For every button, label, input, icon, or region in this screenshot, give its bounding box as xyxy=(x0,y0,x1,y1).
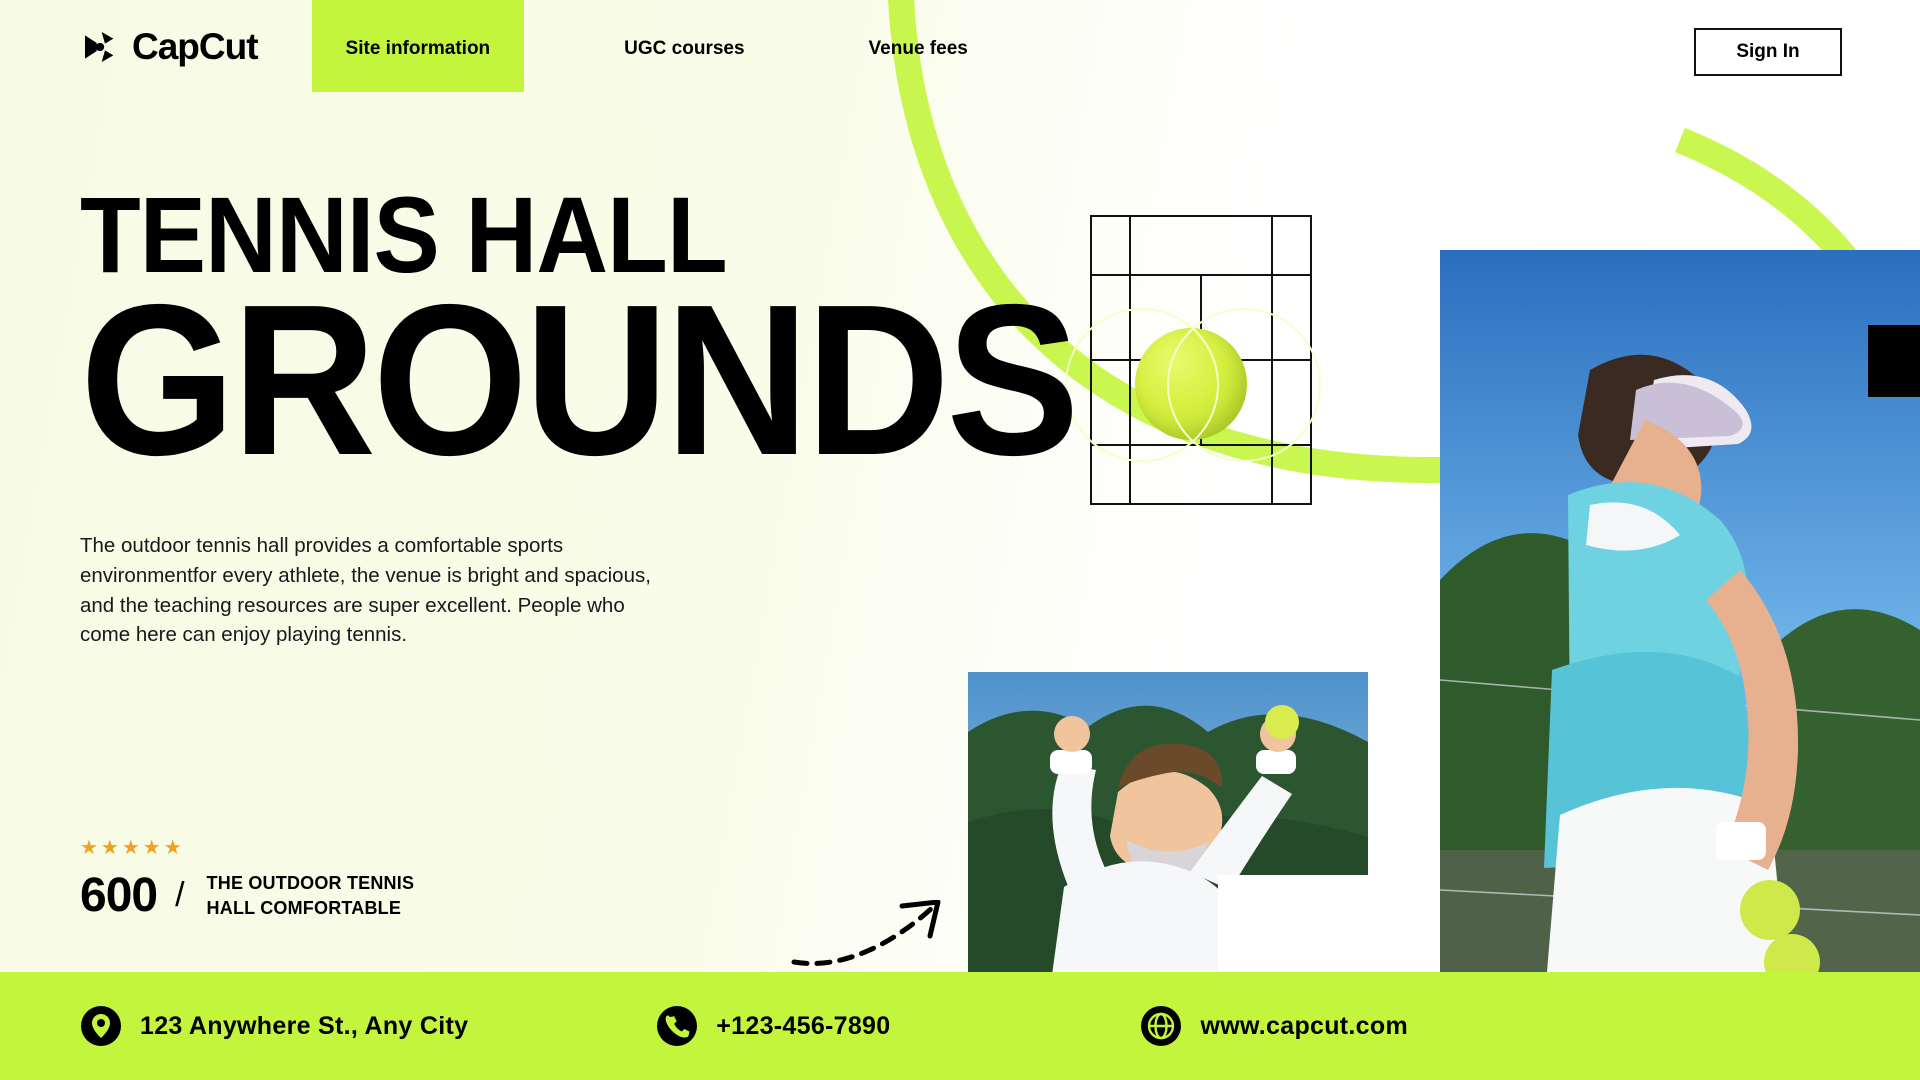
nav-item-site-information[interactable]: Site information xyxy=(312,0,525,92)
tennis-ball-icon xyxy=(1135,328,1247,440)
black-accent-square xyxy=(1868,325,1920,397)
footer-website-text: www.capcut.com xyxy=(1200,1011,1408,1040)
stats-block xyxy=(80,838,414,923)
globe-icon xyxy=(1140,1005,1182,1047)
page-title-line-1: TENNIS HALL xyxy=(80,174,727,295)
stat-separator: / xyxy=(175,876,185,914)
hero-section xyxy=(80,174,1076,650)
footer-website[interactable] xyxy=(1140,1005,1407,1047)
stat-row xyxy=(80,868,414,923)
nav-item-ugc-courses[interactable]: UGC courses xyxy=(624,38,745,59)
female-tennis-player-photo xyxy=(1440,250,1920,975)
sign-in-button[interactable]: Sign In xyxy=(1694,28,1842,76)
rating-stars: ★★★★★ xyxy=(80,837,185,859)
footer-address-text: 123 Anywhere St., Any City xyxy=(140,1011,469,1040)
hero-description: The outdoor tennis hall provides a comfortable sports environmentfor every athlete, the venue is bright and spacious, and the teaching resources are super excellent. People who come here can enjoy playing tennis. xyxy=(80,534,651,647)
page-title-line-2: GROUNDS xyxy=(80,259,1076,501)
site-footer xyxy=(0,972,1920,1080)
brand-logo[interactable] xyxy=(80,26,258,68)
stat-number: 600 xyxy=(80,869,158,922)
phone-icon xyxy=(656,1005,698,1047)
main-nav xyxy=(312,0,994,92)
stat-label xyxy=(207,871,415,920)
brand-name: CapCut xyxy=(132,26,258,67)
nav-item-venue-fees[interactable]: Venue fees xyxy=(868,38,968,59)
dashed-arrow-icon xyxy=(790,900,960,970)
site-header xyxy=(0,0,1920,92)
footer-address[interactable] xyxy=(80,1005,468,1047)
location-pin-icon xyxy=(80,1005,122,1047)
stat-label-line-1: THE OUTDOOR TENNIS xyxy=(206,873,415,894)
white-overlap-block xyxy=(1218,875,1440,975)
capcut-logo-icon xyxy=(80,27,120,67)
footer-phone-text: +123-456-7890 xyxy=(716,1011,891,1040)
footer-phone[interactable] xyxy=(656,1005,890,1047)
stat-label-line-2: HALL COMFORTABLE xyxy=(206,897,402,918)
